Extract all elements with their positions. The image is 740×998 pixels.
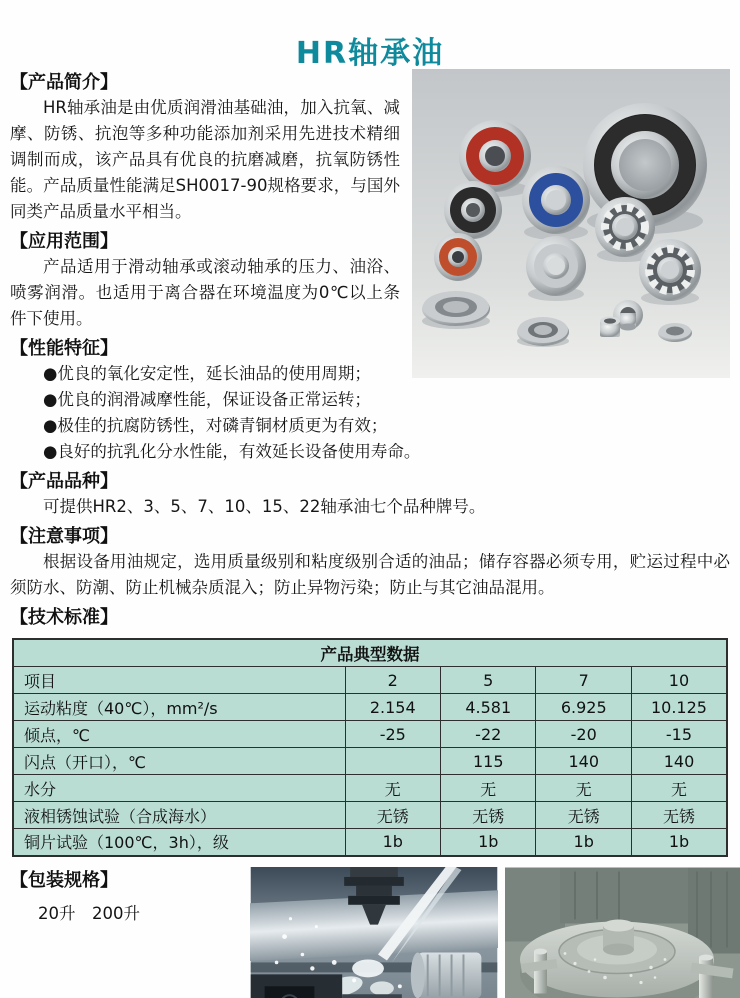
machining-coolant-photo xyxy=(250,867,498,998)
table-cell: -20 xyxy=(536,721,631,748)
table-cell: 液相锈蚀试验（合成海水） xyxy=(13,802,345,829)
table-cell: 无锈 xyxy=(345,802,440,829)
page-title: HR轴承油 xyxy=(295,36,445,71)
table-cell: 1b xyxy=(631,829,727,856)
table-row xyxy=(13,748,727,775)
table-header-cell: 2 xyxy=(345,667,440,694)
section-intro-heading: 【产品简介】 xyxy=(10,72,118,93)
section-application-heading: 【应用范围】 xyxy=(10,231,118,252)
section-notes-body: 根据设备用油规定，选用质量级别和粘度级别合适的油品；储存容器必须专用，贮运过程中必须防水、防潮、防止机械杂质混入；防止异物污染；防止与其它油品混用。 xyxy=(10,552,730,597)
table-header-row xyxy=(13,667,727,694)
bearings-photo-illustration xyxy=(412,69,730,378)
table-row xyxy=(13,694,727,721)
table-cell: 无 xyxy=(441,775,536,802)
table-cell: 1b xyxy=(345,829,440,856)
table-cell: 无锈 xyxy=(631,802,727,829)
table-row xyxy=(13,775,727,802)
table-cell: -22 xyxy=(441,721,536,748)
table-cell: 10.125 xyxy=(631,694,727,721)
section-packaging-heading: 【包装规格】 xyxy=(10,869,118,891)
section-standards-heading: 【技术标准】 xyxy=(10,607,118,628)
section-notes-heading: 【注意事项】 xyxy=(10,526,118,547)
table-cell: 水分 xyxy=(13,775,345,802)
section-application-body: 产品适用于滑动轴承或滚动轴承的压力、油浴、喷雾润滑。也适用于离合器在环境温度为0℃以上条件下使用。 xyxy=(10,257,400,328)
bearings-product-photo xyxy=(412,69,730,378)
section-intro-body: HR轴承油是由优质润滑油基础油，加入抗氧、减摩、防锈、抗泡等多种功能添加剂采用先进技术精细调制而成，该产品具有优良的抗磨减磨，抗氧防锈性能。产品质量性能满足SH0017-90规格要求，与国外同类产品质量水平相当。 xyxy=(10,98,400,221)
table-cell: 闪点（开口），℃ xyxy=(13,748,345,775)
bottom-section xyxy=(0,864,740,998)
section-packaging-body: 20升 200升 xyxy=(38,903,140,923)
table-cell: 4.581 xyxy=(441,694,536,721)
feature-bullet: ●优良的润滑减摩性能，保证设备正常运转； xyxy=(43,390,371,409)
table-header-cell: 7 xyxy=(536,667,631,694)
table-cell xyxy=(345,748,440,775)
table-title-row xyxy=(13,639,727,667)
table-cell: 1b xyxy=(536,829,631,856)
page-content xyxy=(0,66,740,630)
machining-photo-illustration xyxy=(250,867,498,998)
table-cell: 6.925 xyxy=(536,694,631,721)
table-cell: -15 xyxy=(631,721,727,748)
table-cell: 115 xyxy=(441,748,536,775)
workpiece-photo-illustration xyxy=(505,867,740,998)
table-header-cell: 5 xyxy=(441,667,536,694)
feature-bullet: ●优良的氧化安定性，延长油品的使用周期； xyxy=(43,364,371,383)
packaging-section xyxy=(10,864,250,927)
table-cell: 运动粘度（40℃），mm²/s xyxy=(13,694,345,721)
table-header-cell: 项目 xyxy=(13,667,345,694)
table-title: 产品典型数据 xyxy=(13,639,727,667)
table-cell: 铜片试验（100℃，3h），级 xyxy=(13,829,345,856)
table-cell: 140 xyxy=(536,748,631,775)
table-cell: 无 xyxy=(631,775,727,802)
section-varieties-body: 可提供HR2、3、5、7、10、15、22轴承油七个品种牌号。 xyxy=(43,497,486,516)
table-cell: 2.154 xyxy=(345,694,440,721)
table-cell: 无锈 xyxy=(536,802,631,829)
section-features-heading: 【性能特征】 xyxy=(10,338,118,359)
metal-workpiece-photo xyxy=(505,867,740,998)
table-cell: 无 xyxy=(345,775,440,802)
table-header-cell: 10 xyxy=(631,667,727,694)
table-cell: 无 xyxy=(536,775,631,802)
table-cell: 无锈 xyxy=(441,802,536,829)
table-cell: -25 xyxy=(345,721,440,748)
table-row xyxy=(13,721,727,748)
section-varieties-heading: 【产品品种】 xyxy=(10,471,118,492)
table-row xyxy=(13,829,727,856)
table-cell: 倾点，℃ xyxy=(13,721,345,748)
feature-bullet: ●极佳的抗腐防锈性，对磷青铜材质更为有效； xyxy=(43,416,388,435)
typical-data-table xyxy=(12,638,728,857)
feature-bullet: ●良好的抗乳化分水性能，有效延长设备使用寿命。 xyxy=(43,442,421,461)
table-cell: 1b xyxy=(441,829,536,856)
table-row xyxy=(13,802,727,829)
table-cell: 140 xyxy=(631,748,727,775)
